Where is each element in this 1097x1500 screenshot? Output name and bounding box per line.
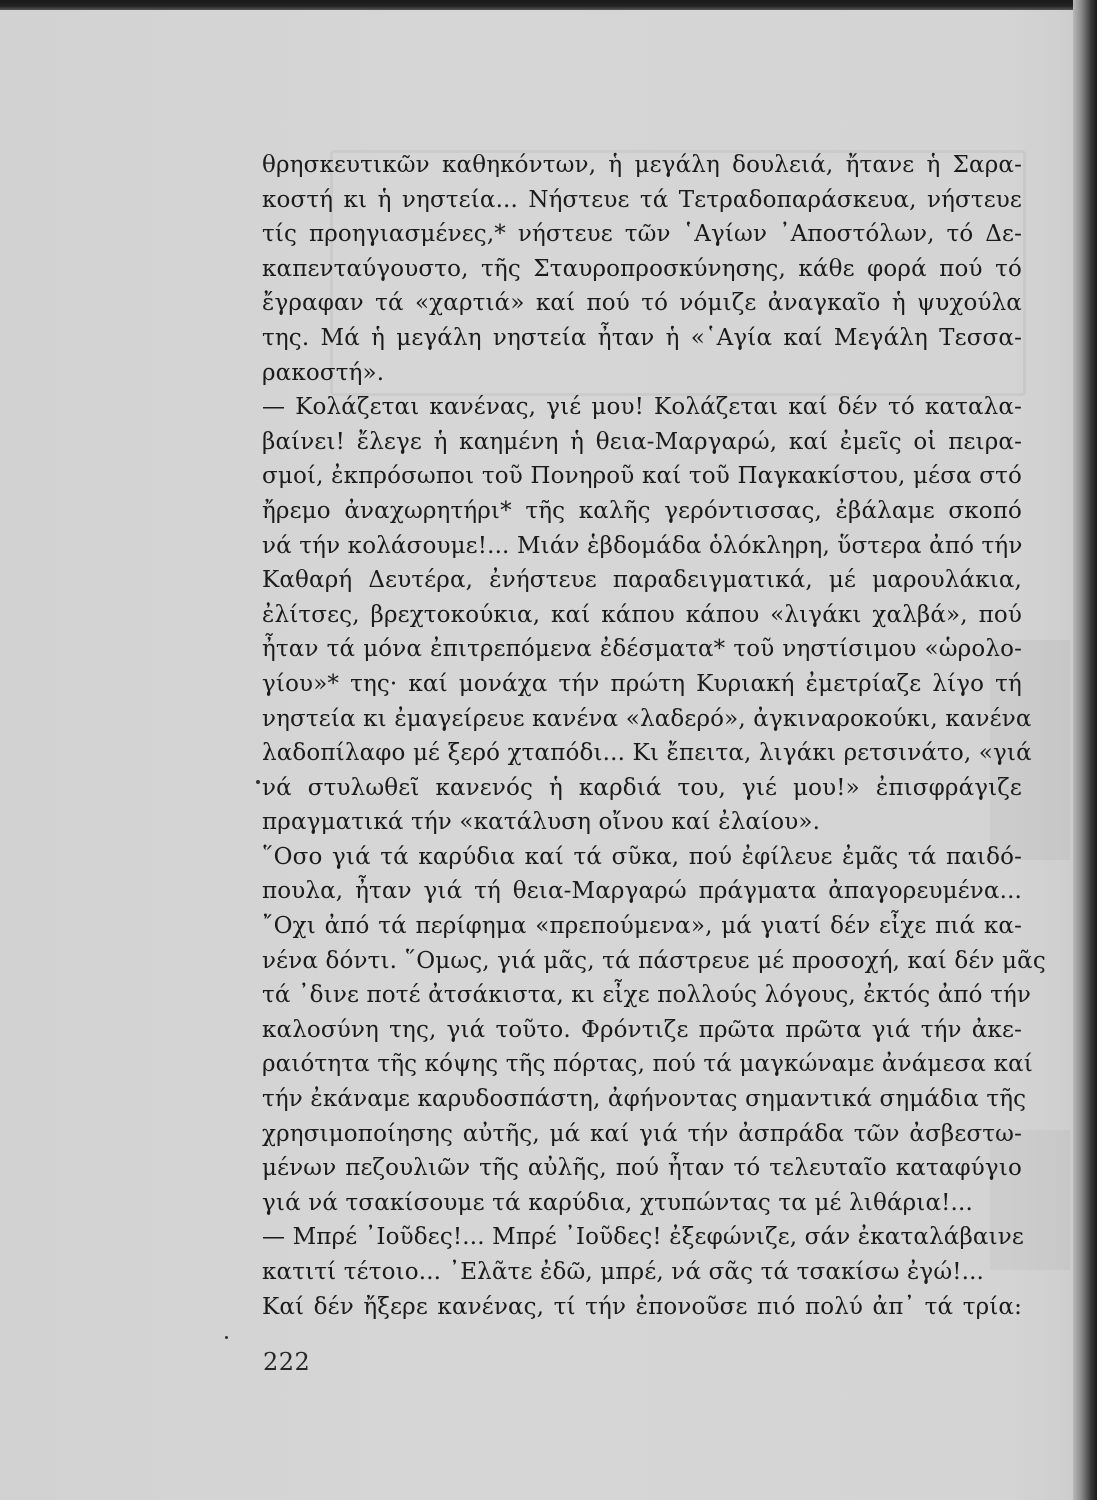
text-line: κοστή κι ἡ νηστεία... Νήστευε τά Τετραδοπαράσκευα, νήστευε	[262, 186, 1022, 213]
text-line: θρησκευτικῶν καθηκόντων, ἡ μεγάλη δουλειά, ἤτανε ἡ Σαρα-	[262, 152, 1022, 178]
text-line: πραγματικά τήν «κατάλυση οἴνου καί ἐλαίου».	[262, 809, 821, 836]
text-line: καπενταύγουστο, τῆς Σταυροπροσκύνησης, κάθε φορά πού τό	[262, 255, 1022, 282]
text-line: Καί δέν ἤξερε κανένας, τί τήν ἐπονοῦσε πιό πολύ ἀπ᾿ τά τρία:	[262, 1293, 1022, 1320]
body-text	[262, 148, 1046, 1324]
text-line: νά τήν κολάσουμε!... Μιάν ἑβδομάδα ὁλόκληρη, ὕστερα ἀπό τήν	[262, 532, 1023, 559]
text-line: τήν ἐκάναμε καρυδοσπάστη, ἀφήνοντας σημαντικά σημάδια τῆς	[262, 1086, 1027, 1113]
text-line: νά στυλωθεῖ κανενός ἡ καρδιά του, γιέ μου!» ἐπισφράγιζε	[262, 774, 1022, 801]
page-number: 222	[263, 1348, 311, 1376]
text-line: βαίνει! ἔλεγε ἡ καημένη ἡ θεια-Μαργαρώ, καί ἐμεῖς οἱ πειρα-	[262, 428, 1022, 455]
text-line: σμοί, ἐκπρόσωποι τοῦ Πονηροῦ καί τοῦ Παγκακίστου, μέσα στό	[262, 463, 1022, 490]
text-line: νένα δόντι. ῞Ομως, γιά μᾶς, τά πάστρευε μέ προσοχή, καί δέν μᾶς	[262, 947, 1046, 974]
text-line: — Κολάζεται κανένας, γιέ μου! Κολάζεται καί δέν τό καταλα-	[262, 394, 1022, 421]
text-line: ἤρεμο ἀναχωρητήρι* τῆς καλῆς γερόντισσας, ἐβάλαμε σκοπό	[262, 497, 1022, 524]
text-line: ῎Οχι ἀπό τά περίφημα «πρεπούμενα», μά γιατί δέν εἶχε πιά κα-	[262, 913, 1022, 940]
text-line: ραιότητα τῆς κόψης τῆς πόρτας, πού τά μαγκώναμε ἀνάμεσα καί	[262, 1051, 1033, 1078]
text-line: κατιτί τέτοιο... ᾿Ελᾶτε ἐδῶ, μπρέ, νά σᾶς τά τσακίσω ἐγώ!...	[262, 1259, 985, 1285]
text-line: της. Μά ἡ μεγάλη νηστεία ἦταν ἡ «῾Αγία καί Μεγάλη Τεσσα-	[262, 324, 1022, 351]
text-line: μένων πεζουλιῶν τῆς αὐλῆς, πού ἦταν τό τελευταῖο καταφύγιο	[262, 1155, 1022, 1182]
scan-right-edge	[1073, 0, 1097, 1500]
text-line: ἔγραφαν τά «χαρτιά» καί πού τό νόμιζε ἀναγκαῖο ἡ ψυχούλα	[262, 290, 1022, 317]
text-line: χρησιμοποίησης αὐτῆς, μά καί γιά τήν ἀσπράδα τῶν ἀσβεστω-	[262, 1120, 1022, 1147]
scan-top-edge	[0, 0, 1097, 10]
text-line: λαδοπίλαφο μέ ξερό χταπόδι... Κι ἔπειτα, λιγάκι ρετσινάτο, «γιά	[262, 740, 1032, 767]
text-line: τίς προηγιασμένες,* νήστευε τῶν ῾Αγίων ᾿Αποστόλων, τό Δε-	[262, 221, 1022, 248]
scan-speck	[256, 780, 260, 784]
text-line: ῞Οσο γιά τά καρύδια καί τά σῦκα, πού ἐφίλευε ἐμᾶς τά παιδό-	[262, 843, 1022, 870]
text-line: γιά νά τσακίσουμε τά καρύδια, χτυπώντας τα μέ λιθάρια!...	[262, 1189, 973, 1216]
text-line: τά ᾿δινε ποτέ ἀτσάκιστα, κι εἶχε πολλούς λόγους, ἐκτός ἀπό τήν	[262, 982, 1032, 1009]
text-line: ρακοστή».	[262, 359, 385, 386]
text-line: καλοσύνη της, γιά τοῦτο. Φρόντιζε πρῶτα πρῶτα γιά τήν ἀκε-	[262, 1016, 1022, 1043]
text-line: γίου»* της· καί μονάχα τήν πρώτη Κυριακή ἐμετρίαζε λίγο τή	[262, 670, 1022, 697]
text-line: — Μπρέ ᾿Ιοῦδες!... Μπρέ ᾿Ιοῦδες! ἐξεφώνιζε, σάν ἐκαταλάβαινε	[262, 1224, 1024, 1251]
text-line: νηστεία κι ἐμαγείρευε κανένα «λαδερό», ἀγκιναροκούκι, κανένα	[262, 705, 1032, 732]
scan-speck	[225, 1336, 228, 1339]
text-line: ἦταν τά μόνα ἐπιτρεπόμενα ἐδέσματα* τοῦ νηστίσιμου «ὡρολο-	[262, 636, 1022, 663]
text-line: πουλα, ἦταν γιά τή θεια-Μαργαρώ πράγματα ἀπαγορευμένα...	[262, 878, 1022, 905]
text-line: Καθαρή Δευτέρα, ἐνήστευε παραδειγματικά, μέ μαρουλάκια,	[262, 567, 1022, 594]
text-line: ἐλίτσες, βρεχτοκούκια, καί κάπου κάπου «λιγάκι χαλβά», πού	[262, 601, 1022, 628]
